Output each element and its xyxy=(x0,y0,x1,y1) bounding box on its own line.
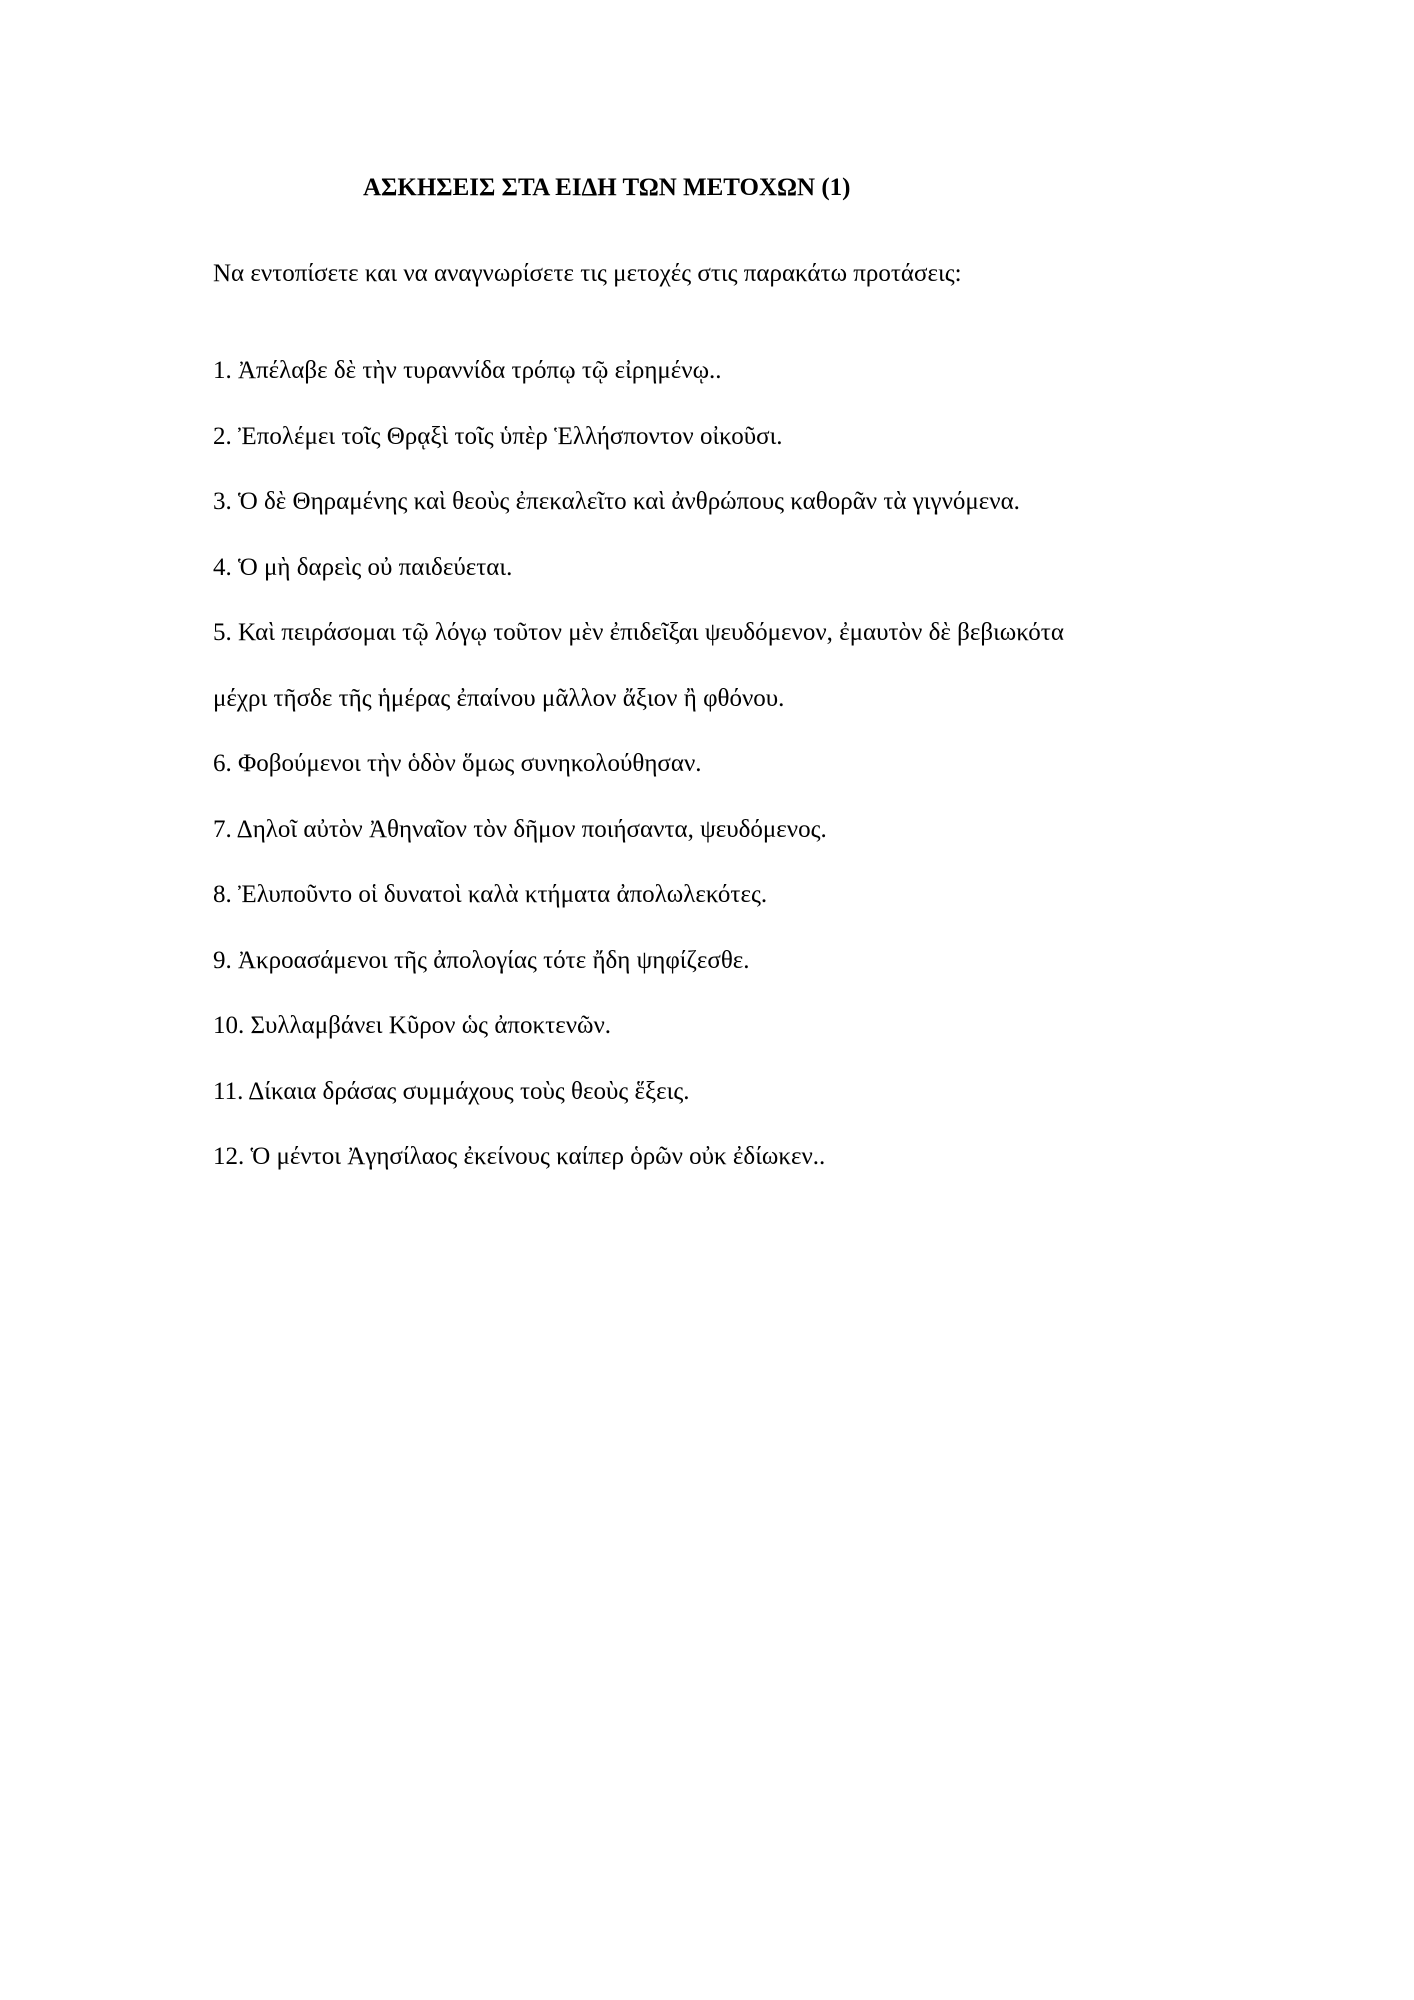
exercise-line: 2. Ἐπολέμει τοῖς Θρᾳξὶ τοῖς ὑπὲρ Ἑλλήσποντον οἰκοῦσι. xyxy=(213,422,783,450)
instruction-text: Να εντοπίσετε και να αναγνωρίσετε τις μετοχές στις παρακάτω προτάσεις: xyxy=(213,260,962,287)
exercise-line: 12. Ὁ μέντοι Ἀγησίλαος ἐκείνους καίπερ ὁρῶν οὐκ ἐδίωκεν.. xyxy=(213,1143,826,1170)
exercise-line: 3. Ὁ δὲ Θηραμένης καὶ θεοὺς ἐπεκαλεῖτο καὶ ἀνθρώπους καθορᾶν τὰ γιγνόμενα. xyxy=(213,488,1020,515)
exercise-list xyxy=(213,338,1213,1190)
exercise-line: 8. Ἐλυποῦντο οἱ δυνατοὶ καλὰ κτήματα ἀπολωλεκότες. xyxy=(213,881,768,908)
exercise-line: 9. Ἀκροασάμενοι τῆς ἀπολογίας τότε ἤδη ψηφίζεσθε. xyxy=(213,946,750,974)
exercise-line: 11. Δίκαια δράσας συμμάχους τοὺς θεοὺς ἕξεις. xyxy=(213,1077,690,1105)
exercise-line: 4. Ὁ μὴ δαρεὶς οὐ παιδεύεται. xyxy=(213,553,513,581)
exercise-line: 10. Συλλαμβάνει Κῦρον ὡς ἀποκτενῶν. xyxy=(213,1012,612,1039)
page-title: ΑΣΚΗΣΕΙΣ ΣΤΑ ΕΙΔΗ ΤΩΝ ΜΕΤΟΧΩΝ (1) xyxy=(363,174,851,201)
exercise-line-continuation: μέχρι τῆσδε τῆς ἡμέρας ἐπαίνου μᾶλλον ἄξιον ἢ φθόνου. xyxy=(213,684,785,712)
exercise-line: 5. Καὶ πειράσομαι τῷ λόγῳ τοῦτον μὲν ἐπιδεῖξαι ψευδόμενον, ἐμαυτὸν δὲ βεβιωκότα xyxy=(213,619,1064,646)
exercise-line: 7. Δηλοῖ αὐτὸν Ἀθηναῖον τὸν δῆμον ποιήσαντα, ψευδόμενος. xyxy=(213,815,827,843)
exercise-line: 1. Ἀπέλαβε δὲ τὴν τυραννίδα τρόπῳ τῷ εἰρημένῳ.. xyxy=(213,357,722,384)
exercise-line: 6. Φοβούμενοι τὴν ὁδὸν ὅμως συνηκολούθησαν. xyxy=(213,750,702,777)
